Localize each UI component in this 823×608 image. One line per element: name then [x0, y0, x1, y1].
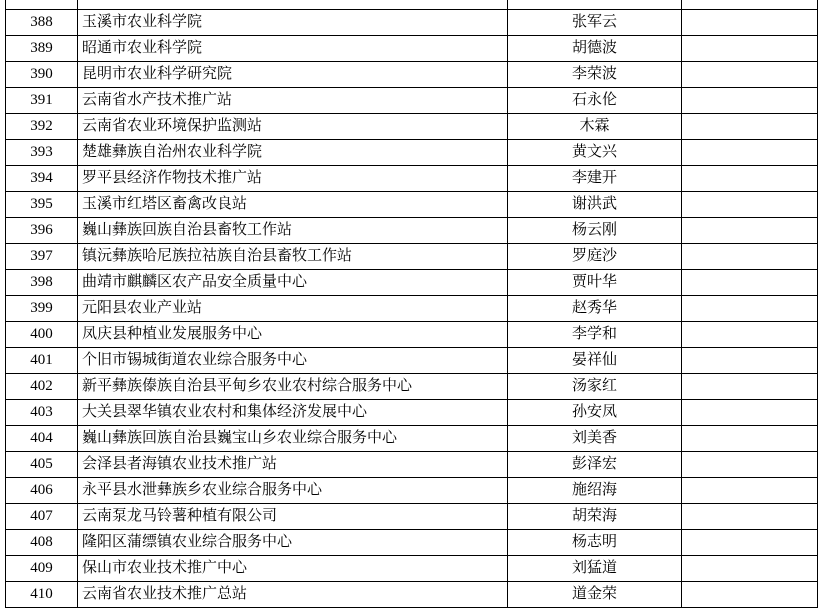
data-table	[5, 0, 818, 608]
cell-number: 389	[6, 36, 78, 62]
cell-extra	[682, 0, 818, 10]
table-row	[6, 478, 818, 504]
cell-person-name: 彭泽宏	[508, 452, 682, 478]
cell-unit-name: 云南省农业环境保护监测站	[78, 114, 508, 140]
cell-unit-name: 巍山彝族回族自治县巍宝山乡农业综合服务中心	[78, 426, 508, 452]
cell-person-name: 孙安凤	[508, 400, 682, 426]
cell-person-name: 杨志明	[508, 530, 682, 556]
cell-extra	[682, 244, 818, 270]
table-row	[6, 218, 818, 244]
table-row	[6, 36, 818, 62]
cell-extra	[682, 556, 818, 582]
cell-unit-name: 元阳县农业产业站	[78, 296, 508, 322]
table-row	[6, 348, 818, 374]
table-row	[6, 166, 818, 192]
table-row	[6, 322, 818, 348]
cell-unit-name: 云南省水产技术推广站	[78, 88, 508, 114]
cell-person-name	[508, 0, 682, 10]
cell-number: 405	[6, 452, 78, 478]
table-row	[6, 114, 818, 140]
cell-extra	[682, 426, 818, 452]
cell-extra	[682, 400, 818, 426]
cell-unit-name: 巍山彝族回族自治县畜牧工作站	[78, 218, 508, 244]
cell-person-name: 罗庭沙	[508, 244, 682, 270]
table-row	[6, 400, 818, 426]
cell-unit-name: 个旧市锡城街道农业综合服务中心	[78, 348, 508, 374]
cell-person-name: 贾叶华	[508, 270, 682, 296]
cell-number: 391	[6, 88, 78, 114]
cell-number: 388	[6, 10, 78, 36]
cell-number: 392	[6, 114, 78, 140]
cell-extra	[682, 374, 818, 400]
cell-extra	[682, 270, 818, 296]
cell-person-name: 李建开	[508, 166, 682, 192]
cell-person-name: 石永伦	[508, 88, 682, 114]
cell-number: 390	[6, 62, 78, 88]
cell-unit-name: 会泽县者海镇农业技术推广站	[78, 452, 508, 478]
cell-extra	[682, 10, 818, 36]
cell-extra	[682, 62, 818, 88]
cell-extra	[682, 322, 818, 348]
cell-extra	[682, 114, 818, 140]
cell-person-name: 晏祥仙	[508, 348, 682, 374]
table-row	[6, 88, 818, 114]
cell-person-name: 谢洪武	[508, 192, 682, 218]
cell-person-name: 胡德波	[508, 36, 682, 62]
cell-person-name: 张军云	[508, 10, 682, 36]
cell-extra	[682, 478, 818, 504]
cell-extra	[682, 296, 818, 322]
cell-unit-name: 永平县水泄彝族乡农业综合服务中心	[78, 478, 508, 504]
cell-unit-name: 隆阳区蒲缥镇农业综合服务中心	[78, 530, 508, 556]
cell-person-name: 杨云刚	[508, 218, 682, 244]
cell-extra	[682, 452, 818, 478]
cell-number: 407	[6, 504, 78, 530]
cell-person-name: 胡荣海	[508, 504, 682, 530]
cell-number: 409	[6, 556, 78, 582]
table-row	[6, 504, 818, 530]
cell-number: 398	[6, 270, 78, 296]
cell-unit-name: 大关县翠华镇农业农村和集体经济发展中心	[78, 400, 508, 426]
table-row	[6, 530, 818, 556]
cell-unit-name: 玉溪市农业科学院	[78, 10, 508, 36]
table-row	[6, 244, 818, 270]
cell-person-name: 黄文兴	[508, 140, 682, 166]
table-body	[6, 0, 818, 608]
cell-unit-name: 昭通市农业科学院	[78, 36, 508, 62]
table-row	[6, 10, 818, 36]
cell-number	[6, 0, 78, 10]
cell-unit-name: 保山市农业技术推广中心	[78, 556, 508, 582]
cell-number: 402	[6, 374, 78, 400]
cell-unit-name: 云南泵龙马铃薯种植有限公司	[78, 504, 508, 530]
cell-unit-name	[78, 0, 508, 10]
table-row	[6, 62, 818, 88]
cell-extra	[682, 348, 818, 374]
cell-number: 406	[6, 478, 78, 504]
cell-number: 408	[6, 530, 78, 556]
cell-person-name: 刘猛道	[508, 556, 682, 582]
cell-unit-name: 云南省农业技术推广总站	[78, 582, 508, 608]
cell-number: 410	[6, 582, 78, 608]
cell-number: 393	[6, 140, 78, 166]
table-row	[6, 426, 818, 452]
cell-unit-name: 楚雄彝族自治州农业科学院	[78, 140, 508, 166]
cell-person-name: 施绍海	[508, 478, 682, 504]
table-row	[6, 192, 818, 218]
cell-extra	[682, 530, 818, 556]
table-row	[6, 374, 818, 400]
cell-extra	[682, 582, 818, 608]
cell-unit-name: 新平彝族傣族自治县平甸乡农业农村综合服务中心	[78, 374, 508, 400]
cell-number: 404	[6, 426, 78, 452]
cell-number: 400	[6, 322, 78, 348]
cell-extra	[682, 140, 818, 166]
cell-extra	[682, 166, 818, 192]
cell-unit-name: 罗平县经济作物技术推广站	[78, 166, 508, 192]
table-row	[6, 140, 818, 166]
cell-extra	[682, 36, 818, 62]
cell-number: 395	[6, 192, 78, 218]
cell-person-name: 汤家红	[508, 374, 682, 400]
cell-extra	[682, 504, 818, 530]
cell-unit-name: 昆明市农业科学研究院	[78, 62, 508, 88]
table-row	[6, 452, 818, 478]
cell-number: 401	[6, 348, 78, 374]
cell-unit-name: 镇沅彝族哈尼族拉祜族自治县畜牧工作站	[78, 244, 508, 270]
cell-person-name: 道金荣	[508, 582, 682, 608]
cell-number: 394	[6, 166, 78, 192]
cell-person-name: 李荣波	[508, 62, 682, 88]
cell-unit-name: 凤庆县种植业发展服务中心	[78, 322, 508, 348]
table-row	[6, 556, 818, 582]
cell-person-name: 李学和	[508, 322, 682, 348]
cell-unit-name: 玉溪市红塔区畜禽改良站	[78, 192, 508, 218]
cell-number: 403	[6, 400, 78, 426]
table-row	[6, 582, 818, 608]
cell-person-name: 赵秀华	[508, 296, 682, 322]
cell-number: 397	[6, 244, 78, 270]
cell-extra	[682, 192, 818, 218]
cell-extra	[682, 88, 818, 114]
table-row-clipped	[6, 0, 818, 10]
cell-number: 399	[6, 296, 78, 322]
cell-extra	[682, 218, 818, 244]
cell-unit-name: 曲靖市麒麟区农产品安全质量中心	[78, 270, 508, 296]
table-row	[6, 270, 818, 296]
cell-number: 396	[6, 218, 78, 244]
cell-person-name: 刘美香	[508, 426, 682, 452]
cell-person-name: 木霖	[508, 114, 682, 140]
table-row	[6, 296, 818, 322]
